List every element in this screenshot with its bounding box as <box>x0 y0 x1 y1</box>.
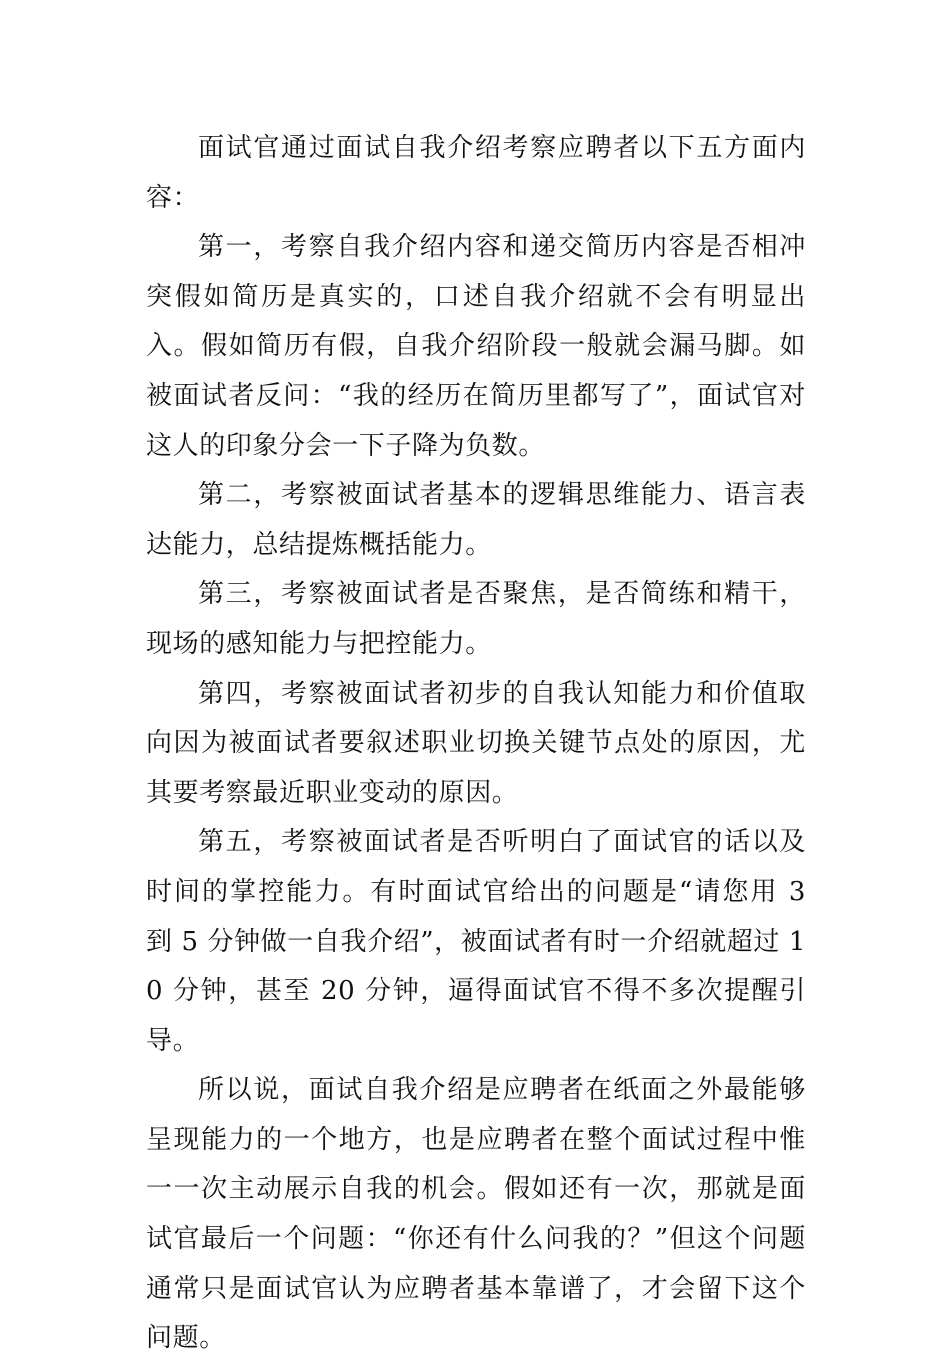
document-body <box>146 124 806 1364</box>
point-five-paragraph: 第五，考察被面试者是否听明白了面试官的话以及时间的掌控能力。有时面试官给出的问题是“请您用 3 到 5 分钟做一自我介绍”，被面试者有时一介绍就超过 10 分钟，甚至 20 分钟，逼得面试官不得不多次提醒引导。 <box>146 827 806 1056</box>
intro-paragraph: 面试官通过面试自我介绍考察应聘者以下五方面内容： <box>146 133 806 213</box>
point-four-paragraph: 第四，考察被面试者初步的自我认知能力和价值取向因为被面试者要叙述职业切换关键节点处的原因，尤其要考察最近职业变动的原因。 <box>146 678 806 808</box>
conclusion-paragraph: 所以说，面试自我介绍是应聘者在纸面之外最能够呈现能力的一个地方，也是应聘者在整个面试过程中惟一一次主动展示自我的机会。假如还有一次，那就是面试官最后一个问题：“你还有什么问我的？”但这个问题通常只是面试官认为应聘者基本靠谱了，才会留下这个问题。 <box>146 1075 806 1354</box>
point-one-paragraph: 第一，考察自我介绍内容和递交简历内容是否相冲突假如简历是真实的，口述自我介绍就不会有明显出入。假如简历有假，自我介绍阶段一般就会漏马脚。如被面试者反问：“我的经历在简历里都写了”，面试官对这人的印象分会一下子降为负数。 <box>146 232 806 461</box>
point-two-paragraph: 第二，考察被面试者基本的逻辑思维能力、语言表达能力，总结提炼概括能力。 <box>146 480 806 560</box>
point-three-paragraph: 第三，考察被面试者是否聚焦，是否简练和精干，现场的感知能力与把控能力。 <box>146 579 806 659</box>
